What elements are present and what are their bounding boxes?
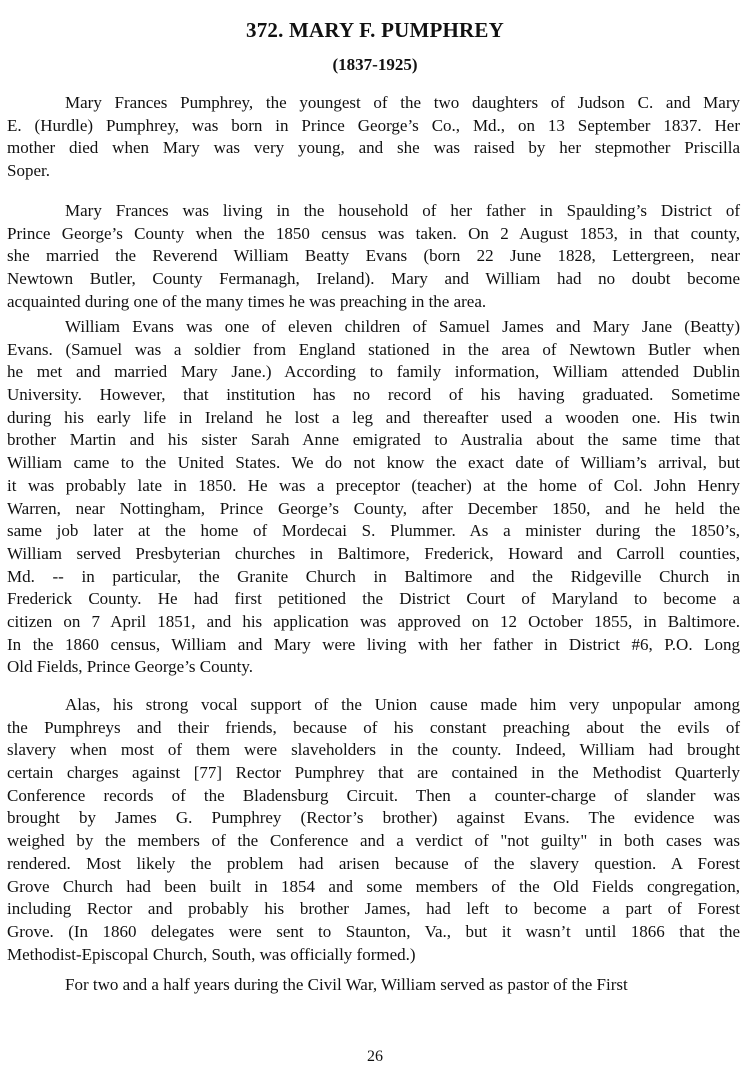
text-line: rendered. Most likely the problem had arisen because of the slavery question. A Forest <box>7 853 740 873</box>
text-line: Evans. (Samuel was a soldier from England stationed in the area of Newtown Butler when <box>7 339 740 359</box>
text-line: Mary Frances Pumphrey, the youngest of the two daughters of Judson C. and Mary <box>65 93 740 112</box>
text-line: Prince George’s County when the 1850 census was taken. On 2 August 1853, in that county, <box>7 223 740 243</box>
paragraph-birth <box>7 92 740 183</box>
text-line: weighed by the members of the Conference and a verdict of "not guilty" in both cases was <box>7 831 740 851</box>
text-line: brought by James G. Pumphrey (Rector’s brother) against Evans. The evidence was <box>7 808 740 828</box>
text-line: certain charges against [77] Rector Pumphrey that are contained in the Methodist Quarterly <box>7 763 740 783</box>
text-line: For two and a half years during the Civil War, William served as pastor of the First <box>65 975 628 994</box>
text-line: during his early life in Ireland he lost a leg and thereafter used a wooden one. His twin <box>7 407 740 427</box>
text-line: Old Fields, Prince George’s County. <box>7 657 254 677</box>
text-line: In the 1860 census, William and Mary were living with her father in District #6, P.O. Long <box>7 634 740 654</box>
paragraph-william-evans <box>7 316 740 679</box>
text-line: Methodist-Episcopal Church, South, was officially formed.) <box>7 944 416 964</box>
page-title: 372. MARY F. PUMPHREY <box>246 18 504 42</box>
text-line: including Rector and probably his brother James, had left to become a part of Forest <box>7 899 740 919</box>
text-line: she married the Reverend William Beatty Evans (born 22 June 1828, Lettergreen, near <box>7 246 740 266</box>
text-line: Frederick County. He had first petitioned the District Court of Maryland to become a <box>7 589 740 609</box>
text-line: Conference records of the Bladensburg Circuit. Then a counter-charge of slander was <box>7 785 740 805</box>
text-line: slavery when most of them were slaveholders in the county. Indeed, William had brought <box>7 740 740 760</box>
paragraph-union-support <box>7 694 740 966</box>
paragraph-marriage <box>7 200 740 313</box>
text-line: Soper. <box>7 161 50 181</box>
text-line: William Evans was one of eleven children of Samuel James and Mary Jane (Beatty) <box>65 317 740 336</box>
text-line: E. (Hurdle) Pumphrey, was born in Prince George’s Co., Md., on 13 September 1837. Her <box>7 115 740 135</box>
text-line: same job later at the home of Mordecai S. Plummer. As a minister during the 1850’s, <box>7 521 740 541</box>
text-line: William came to the United States. We do not know the exact date of William’s arrival, but <box>7 453 740 473</box>
text-line: acquainted during one of the many times he was preaching in the area. <box>7 291 487 311</box>
text-line: Md. -- in particular, the Granite Church in Baltimore and the Ridgeville Church in <box>7 566 740 586</box>
text-line: Grove. (In 1860 delegates were sent to Staunton, Va., but it wasn’t until 1866 that the <box>7 921 740 941</box>
page-number: 26 <box>367 1048 383 1065</box>
text-line: he met and married Mary Jane.) According to family information, William attended Dublin <box>7 362 740 382</box>
text-line: Newtown Butler, County Fermanagh, Ireland). Mary and William had no doubt become <box>7 269 740 289</box>
paragraph-civil-war <box>7 974 740 997</box>
life-dates: (1837-1925) <box>332 55 418 74</box>
text-line: brother Martin and his sister Sarah Anne emigrated to Australia about the same time that <box>7 430 740 450</box>
text-line: University. However, that institution has no record of his having graduated. Sometime <box>7 385 740 405</box>
text-line: Mary Frances was living in the household of her father in Spaulding’s District of <box>65 201 740 220</box>
text-line: the Pumphreys and their friends, because of his constant preaching about the evils of <box>7 717 740 737</box>
text-line: it was probably late in 1850. He was a preceptor (teacher) at the home of Col. John Henry <box>7 475 740 495</box>
text-line: citizen on 7 April 1851, and his application was approved on 12 October 1855, in Baltimore. <box>7 611 740 631</box>
text-line: Alas, his strong vocal support of the Union cause made him very unpopular among <box>65 695 740 714</box>
text-line: Warren, near Nottingham, Prince George’s County, after December 1850, and he held the <box>7 498 740 518</box>
text-line: mother died when Mary was very young, and she was raised by her stepmother Priscilla <box>7 138 740 158</box>
text-line: William served Presbyterian churches in Baltimore, Frederick, Howard and Carroll counties, <box>7 543 740 563</box>
text-line: Grove Church had been built in 1854 and some members of the Old Fields congregation, <box>7 876 740 896</box>
